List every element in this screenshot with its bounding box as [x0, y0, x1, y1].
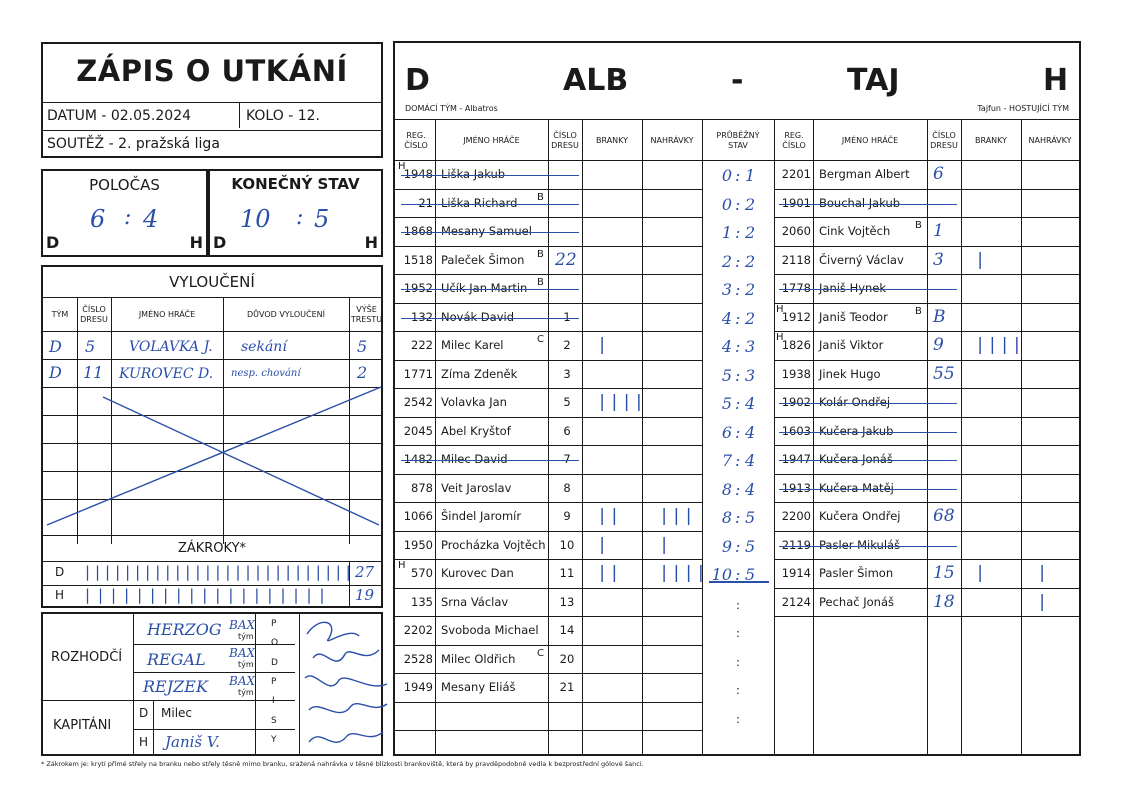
running-sep: :	[735, 337, 741, 356]
player-jersey: 8	[563, 480, 571, 495]
player-role: B	[537, 277, 544, 288]
player-name: Mesany Eliáš	[441, 680, 516, 694]
running-sep: :	[735, 565, 741, 584]
player-jersey: 9	[933, 335, 944, 355]
referee-3-name: REJZEK	[143, 677, 208, 696]
player-assists: ||||	[659, 563, 708, 583]
player-goals: |	[597, 534, 610, 555]
player-reg: 1901	[781, 195, 811, 210]
player-reg: 135	[411, 594, 433, 609]
referee-label: ROZHODČÍ	[51, 650, 123, 665]
empty-rows-strikeout	[43, 267, 385, 610]
running-sep: :	[735, 479, 741, 499]
captain-label: KAPITÁNI	[53, 718, 112, 733]
running-away: 2	[745, 223, 756, 242]
running-home: 7	[721, 451, 732, 470]
player-name: Janiš Viktor	[819, 338, 884, 352]
referee-3-team: BAX	[229, 674, 256, 688]
footnote: * Zákrokem je: krytí přímé střely na branku nebo střely těsně mimo branku, sražená nahrávka v těsné blízkosti brankoviště, která by pravděpodobně vedla k bezprostřední gólové šanci.	[41, 760, 644, 768]
running-sep: :	[735, 194, 741, 214]
final-d: D	[213, 233, 227, 252]
running-away: 4	[745, 479, 756, 499]
player-reg: 1518	[403, 252, 433, 267]
excl-col-team: TÝM	[51, 310, 69, 319]
running-sep: :	[735, 394, 741, 413]
col-assists-away: NAHRÁVKY	[1028, 136, 1072, 145]
running-away: 1	[745, 166, 756, 185]
player-name: Abel Kryštof	[441, 423, 511, 438]
excl-col-length: VÝŠE TRESTU	[350, 305, 383, 324]
strike-line	[779, 403, 957, 404]
player-name: Šindel Jaromír	[441, 509, 522, 523]
player-reg: 2201	[781, 167, 811, 181]
final-h: H	[364, 233, 378, 252]
saves-team-h: H	[55, 588, 65, 602]
player-reg: 1482	[403, 452, 433, 466]
player-reg: 1912	[781, 309, 811, 324]
halftime-h: H	[189, 233, 203, 252]
running-away: 2	[745, 251, 756, 271]
saves-tally-d: |||||||||||||||||||||||||||	[83, 563, 354, 581]
signature-scribbles	[299, 614, 389, 758]
player-reg: 2200	[781, 509, 811, 523]
captain-h-side: H	[139, 735, 149, 749]
player-name: Paleček Šimon	[441, 252, 525, 267]
player-name: Liška Jakub	[441, 167, 506, 181]
running-home: 6	[721, 422, 732, 442]
strike-line	[401, 175, 579, 176]
running-sep: :	[735, 451, 741, 470]
player-name: Volavka Jan	[441, 395, 507, 409]
running-away: 5	[745, 536, 756, 556]
player-jersey: 22	[555, 249, 577, 270]
player-role: C	[537, 647, 544, 659]
player-role: B	[915, 220, 922, 231]
player-reg: 2118	[781, 252, 811, 267]
away-caption: Tajfun - HOSTUJÍCÍ TÝM	[977, 104, 1069, 113]
player-jersey: 7	[563, 452, 571, 466]
excl-col-name: JMÉNO HRÁČE	[138, 310, 196, 319]
player-name: Pasler Šimon	[819, 566, 894, 580]
captain-h-name: Janiš V.	[165, 733, 220, 751]
col-goals-home: BRANKY	[595, 136, 629, 145]
player-jersey: 15	[933, 563, 955, 583]
match-dash: -	[731, 63, 744, 98]
running-home: 5	[721, 394, 732, 413]
running-home: 5	[721, 365, 732, 385]
away-marker: H	[1043, 63, 1069, 98]
player-reg: 1947	[781, 452, 811, 466]
player-reg: 2045	[403, 423, 433, 438]
player-jersey: 20	[559, 651, 575, 666]
player-goals: ||	[597, 506, 622, 526]
referee-1-name: HERZOG	[147, 620, 222, 639]
halftime-d: D	[46, 233, 60, 252]
col-running: PRŮBĚŽNÝ STAV	[716, 131, 760, 150]
player-name: Bouchal Jakub	[819, 195, 901, 210]
player-mark: H	[398, 560, 406, 571]
away-code: TAJ	[847, 63, 900, 98]
player-reg: 2542	[403, 395, 433, 409]
player-name: Zíma Zdeněk	[441, 366, 518, 381]
player-reg: 1771	[403, 366, 433, 381]
final-running-underline	[709, 581, 769, 583]
col-assists-home: NAHRÁVKY	[650, 136, 694, 145]
player-reg: 2528	[403, 651, 433, 666]
player-name: Novák David	[441, 309, 515, 324]
player-name: Cink Vojtěch	[819, 224, 891, 238]
player-name: Jinek Hugo	[819, 366, 881, 381]
running-home: 1	[721, 223, 732, 242]
roster-grid	[395, 160, 1079, 754]
player-name: Pasler Mikuláš	[819, 537, 901, 552]
player-jersey: 11	[559, 566, 575, 580]
running-sep: :	[735, 166, 741, 185]
title-box	[41, 42, 383, 158]
final-label: KONEČNÝ STAV	[231, 175, 360, 193]
player-reg: 132	[411, 309, 433, 324]
exclusions-box: VYLOUČENÍ TÝM ČÍSLO DRESU JMÉNO HRÁČE DŮVOD VYLOUČENÍ VÝŠE TRESTU D 5 VOLAVKA J. sekání 5 D 11 KUROVEC D. nesp. chování 2 ZÁKROKY* D ||||||||||||||||||||||||||| 27 H ||||||||||||||||||| 19	[41, 265, 383, 608]
strike-line	[779, 432, 957, 433]
running-away: 4	[745, 422, 756, 442]
page-title: ZÁPIS O UTKÁNÍ	[76, 54, 348, 88]
player-name: Kučera Ondřej	[819, 509, 901, 523]
halftime-sep: :	[124, 205, 132, 230]
player-jersey: 68	[933, 506, 955, 526]
halftime-label: POLOČAS	[89, 176, 160, 194]
player-goals: |	[975, 249, 988, 270]
player-name: Bergman Albert	[819, 167, 910, 181]
running-sep: :	[735, 422, 741, 442]
col-jersey-away: ČÍSLO DRESU	[930, 131, 958, 150]
running-home: 2	[721, 251, 732, 271]
player-name: Janiš Teodor	[819, 309, 888, 324]
running-home: 4	[721, 308, 732, 328]
running-sep: :	[735, 251, 741, 271]
running-home: 10	[711, 565, 732, 584]
running-home: 9	[721, 536, 732, 556]
player-role: B	[537, 248, 544, 260]
running-sep: :	[735, 536, 741, 556]
final-score-box	[208, 169, 383, 257]
final-away: 5	[314, 205, 330, 233]
player-reg: 1914	[781, 566, 811, 580]
running-sep: :	[735, 223, 741, 242]
running-sep: :	[735, 308, 741, 328]
player-jersey: 13	[559, 594, 575, 609]
saves-total-h: 19	[355, 586, 375, 604]
player-name: Kučera Jonáš	[819, 452, 893, 466]
running-away: 3	[745, 365, 756, 385]
player-assists: |||	[659, 506, 696, 526]
running-home: 0	[721, 194, 732, 214]
running-blank: :	[736, 711, 740, 726]
player-name: Svoboda Michael	[441, 623, 539, 637]
strike-line	[401, 318, 579, 319]
exclusions-title: VYLOUČENÍ	[169, 273, 255, 291]
competition: SOUTĚŽ - 2. pražská liga	[47, 136, 220, 152]
running-home: 3	[721, 280, 732, 299]
player-goals: ||||	[597, 392, 646, 412]
strike-line	[779, 489, 957, 490]
player-reg: 1952	[403, 281, 433, 295]
player-reg: 1868	[403, 224, 433, 238]
running-home: 4	[721, 337, 732, 356]
running-sep: :	[735, 508, 741, 527]
strike-line	[401, 204, 579, 205]
player-jersey: 14	[559, 623, 575, 637]
player-assists: |	[1037, 591, 1050, 612]
player-name: Liška Richard	[441, 195, 518, 210]
col-reg-home: REG. ČÍSLO	[404, 131, 428, 150]
player-goals: ||	[597, 563, 622, 583]
home-code: ALB	[563, 63, 629, 98]
player-jersey: 10	[559, 537, 575, 552]
running-away: 2	[745, 280, 756, 299]
player-reg: 1603	[781, 423, 811, 438]
running-away: 5	[745, 508, 756, 527]
referee-1-team: BAX	[229, 618, 256, 632]
player-reg: 1778	[781, 281, 811, 295]
player-reg: 21	[418, 195, 433, 210]
player-reg: 878	[411, 480, 433, 495]
player-reg: 1066	[403, 509, 433, 523]
excl-col-jersey: ČÍSLO DRESU	[80, 305, 108, 324]
home-marker: D	[405, 63, 430, 98]
player-name: Milec David	[441, 452, 508, 466]
player-jersey: 9	[563, 509, 571, 523]
player-reg: 1826	[781, 338, 811, 352]
player-assists: |	[659, 534, 672, 555]
strike-line	[779, 546, 957, 547]
player-name: Pechač Jonáš	[819, 594, 894, 609]
referee-2-team: BAX	[229, 646, 256, 660]
halftime-away: 4	[143, 205, 159, 233]
player-jersey: 3	[563, 366, 571, 381]
player-reg: 2202	[403, 623, 433, 637]
saves-title: ZÁKROKY*	[177, 541, 247, 556]
running-blank: :	[736, 683, 740, 697]
saves-tally-h: |||||||||||||||||||	[83, 586, 331, 604]
player-reg: 1902	[781, 395, 811, 409]
player-jersey: 18	[933, 591, 955, 612]
player-assists: |	[1037, 563, 1050, 583]
running-away: 5	[745, 565, 756, 584]
match-round: KOLO - 12.	[246, 108, 320, 124]
running-blank: :	[736, 654, 740, 669]
player-reg: 222	[411, 338, 433, 352]
player-jersey: 21	[559, 680, 575, 694]
player-jersey: 1	[563, 309, 571, 324]
player-role: C	[537, 334, 544, 345]
strike-line	[779, 289, 957, 290]
player-name: Milec Karel	[441, 338, 504, 352]
running-home: 8	[721, 508, 732, 527]
player-mark: H	[398, 161, 406, 172]
strike-line	[401, 460, 579, 461]
player-reg: 1948	[403, 167, 433, 181]
player-reg: 2119	[781, 537, 811, 552]
col-reg-away: REG. ČÍSLO	[782, 131, 806, 150]
referee-2-name: REGAL	[147, 650, 206, 669]
player-reg: 2124	[781, 594, 811, 609]
strike-line	[401, 289, 579, 290]
player-name: Učík Jan Martin	[441, 281, 528, 295]
player-reg: 1913	[781, 480, 811, 495]
col-goals-away: BRANKY	[974, 136, 1008, 145]
officials-box: ROZHODČÍ HERZOG BAX tým REGAL BAX tým REJZEK BAX tým KAPITÁNI D Milec H Janiš V. P O D P I S Y	[41, 612, 383, 756]
player-reg: 2060	[781, 224, 811, 238]
match-sheet	[393, 41, 1081, 756]
running-away: 4	[745, 394, 756, 413]
player-name: Mesany Samuel	[441, 224, 532, 238]
excl-col-reason: DŮVOD VYLOUČENÍ	[246, 310, 325, 319]
player-name: Kučera Jakub	[819, 423, 894, 438]
player-jersey: B	[933, 306, 946, 327]
match-date: DATUM - 02.05.2024	[47, 108, 192, 124]
col-name-home: JMÉNO HRÁČE	[463, 136, 520, 145]
player-name: Kolár Ondřej	[819, 395, 891, 409]
running-away: 3	[745, 337, 756, 356]
player-goals: |	[597, 335, 610, 355]
running-blank: :	[736, 597, 740, 612]
player-reg: 1949	[403, 680, 433, 694]
player-name: Čiverný Václav	[819, 252, 904, 267]
player-role: B	[915, 305, 922, 317]
running-away: 2	[745, 194, 756, 214]
player-name: Srna Václav	[441, 594, 509, 609]
player-reg: 1938	[781, 366, 811, 381]
running-home: 8	[721, 479, 732, 499]
captain-d-side: D	[139, 706, 149, 720]
player-jersey: 6	[933, 164, 944, 184]
halftime-box	[41, 169, 208, 257]
player-goals: |	[975, 563, 988, 583]
saves-total-d: 27	[355, 563, 375, 581]
player-role: B	[537, 191, 544, 203]
player-reg: 570	[411, 566, 433, 580]
player-mark: H	[776, 303, 784, 315]
player-mark: H	[776, 332, 784, 343]
player-jersey: 1	[933, 221, 944, 241]
home-caption: DOMÁCÍ TÝM - Albatros	[405, 104, 498, 113]
player-name: Procházka Vojtěch	[441, 537, 546, 552]
player-name: Milec Oldřich	[441, 651, 516, 666]
player-name: Janiš Hynek	[819, 281, 887, 295]
strike-line	[401, 232, 579, 233]
player-jersey: 55	[933, 363, 955, 384]
player-jersey: 5	[563, 395, 571, 409]
running-home: 0	[721, 166, 732, 185]
saves-team-d: D	[55, 565, 65, 579]
halftime-home: 6	[90, 205, 106, 233]
running-away: 2	[745, 308, 756, 328]
col-name-away: JMÉNO HRÁČE	[841, 136, 899, 145]
player-name: Kurovec Dan	[441, 566, 514, 580]
captain-d-name: Milec	[161, 706, 193, 720]
player-goals: ||||	[975, 335, 1024, 355]
player-jersey: 2	[563, 338, 571, 352]
running-blank: :	[736, 626, 740, 640]
running-sep: :	[735, 365, 741, 385]
running-sep: :	[735, 280, 741, 299]
player-name: Veit Jaroslav	[441, 480, 512, 495]
player-jersey: 3	[933, 249, 944, 270]
final-home: 10	[240, 205, 271, 233]
player-name: Kučera Matěj	[819, 480, 894, 495]
strike-line	[779, 204, 957, 205]
player-reg: 1950	[403, 537, 433, 552]
col-jersey-home: ČÍSLO DRESU	[551, 131, 579, 150]
running-away: 4	[745, 451, 756, 470]
player-jersey: 6	[563, 423, 571, 438]
strike-line	[779, 460, 957, 461]
final-sep: :	[296, 205, 304, 230]
